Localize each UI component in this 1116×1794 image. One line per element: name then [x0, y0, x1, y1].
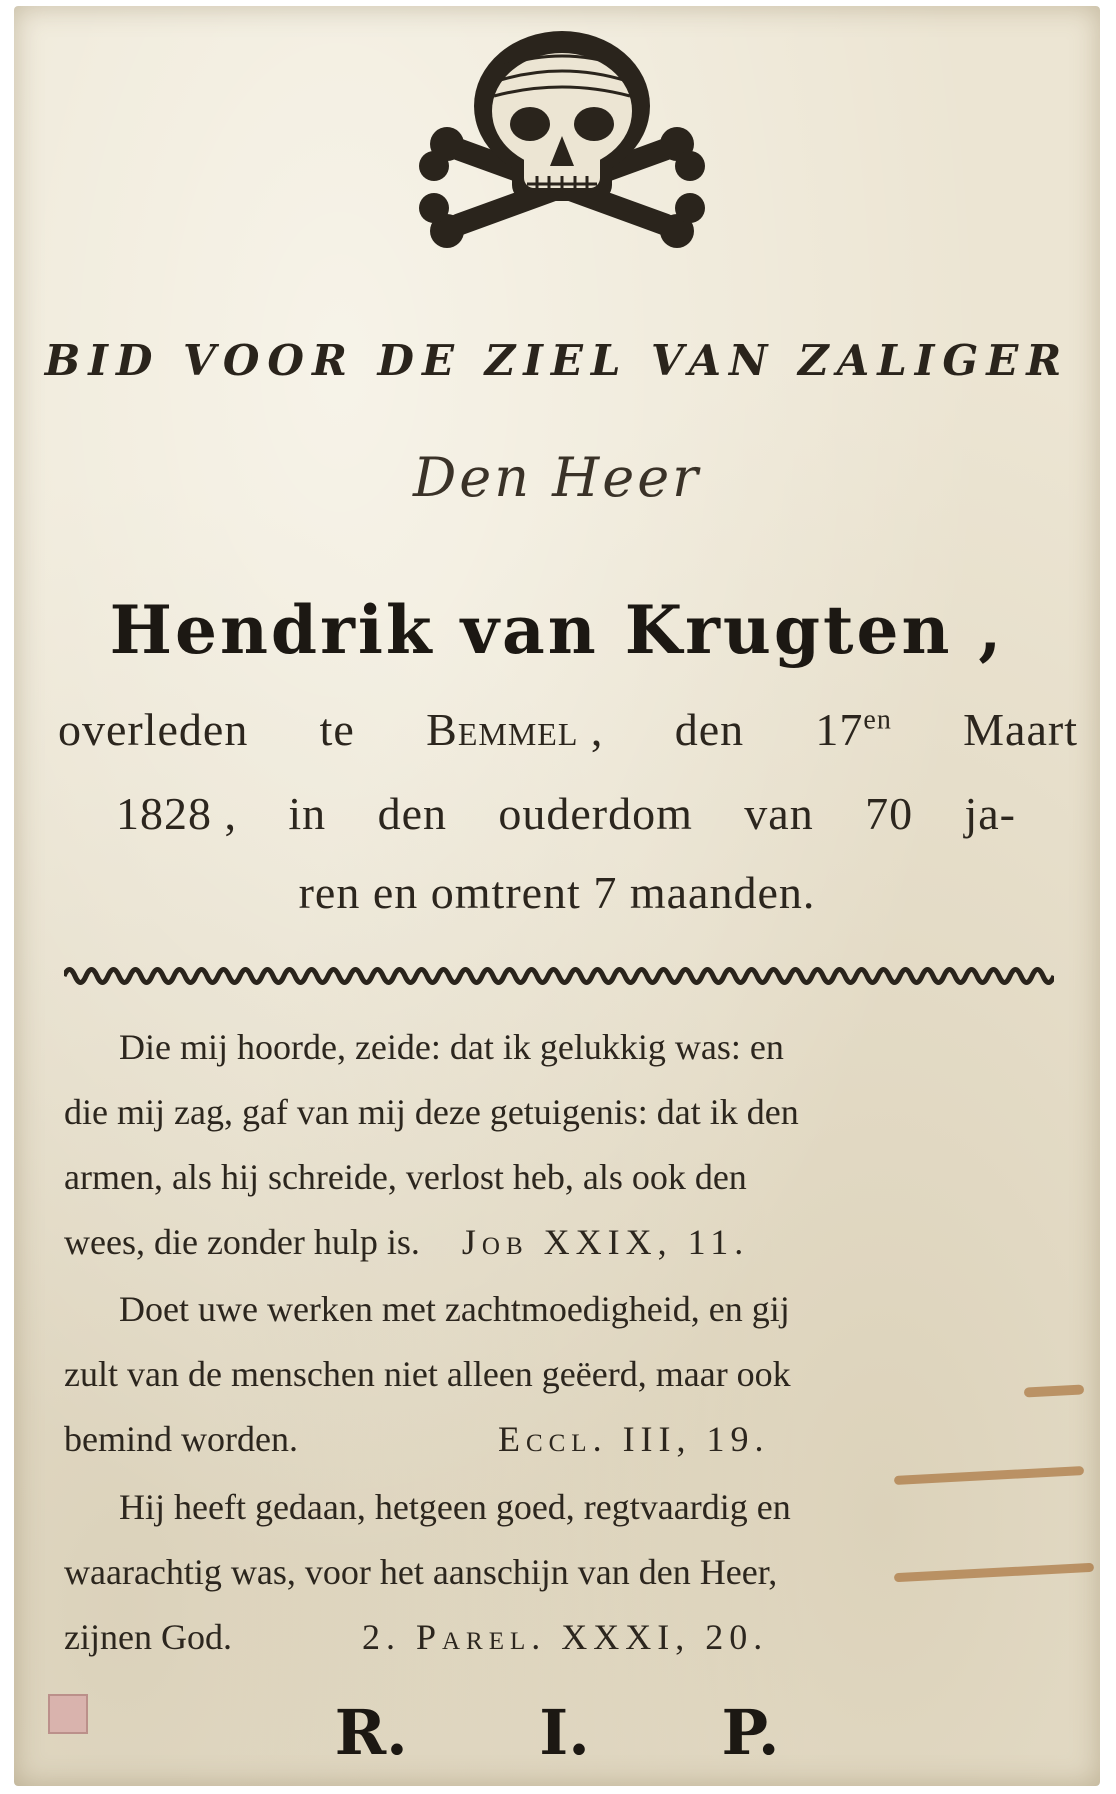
verse-3-line-1: Hij heeft gedaan, hetgeen goed, regtvaardig en [119, 1487, 791, 1527]
deceased-name: Hendrik van Krugten , [109, 591, 1005, 669]
bio-line-2 [116, 787, 1016, 840]
wave-divider [64, 961, 1054, 991]
verse-1-line-1: Die mij hoorde, zeide: dat ik gelukkig was: en [119, 1027, 784, 1067]
rip-letter: P. [721, 1696, 780, 1769]
verse-text: bemind worden. [64, 1419, 298, 1459]
verse-2-line-3 [64, 1418, 1084, 1460]
verse-1-line-4 [64, 1221, 1084, 1263]
verse-text: wees, die zonder hulp is. [64, 1222, 420, 1262]
verse-2-reference: Eccl. III, 19. [497, 1419, 770, 1459]
age-years: 70 [865, 788, 914, 839]
verse-3-reference: 2. Parel. XXXI, 20. [361, 1617, 769, 1657]
rip-letter: R. [334, 1696, 408, 1769]
rip-letter: I. [539, 1696, 590, 1769]
verse-1-reference: Job XXIX, 11. [461, 1222, 750, 1262]
verse-1-line-3: armen, als hij schreide, verlost heb, als ook den [64, 1157, 747, 1197]
verse-1-line-2: die mij zag, gaf van mij deze getuigenis: dat ik den [64, 1092, 799, 1132]
bio-word: in [288, 788, 327, 839]
death-month: Maart [963, 704, 1078, 755]
bio-word: den [674, 704, 745, 755]
bio-word: van [744, 788, 814, 839]
title-den-heer: Den Heer [412, 446, 701, 509]
archive-stamp-icon [48, 1694, 88, 1734]
verse-text: zijnen God. [64, 1617, 232, 1657]
verse-2-line-2: zult van de menschen niet alleen geëerd, maar ook [64, 1354, 791, 1394]
bio-line-1 [58, 703, 1078, 756]
verse-3-line-3 [64, 1616, 1084, 1658]
death-year: 1828 , [116, 788, 237, 839]
verse-3-line-2: waarachtig was, voor het aanschijn van den Heer, [64, 1552, 778, 1592]
bio-word: den [377, 788, 447, 839]
header-text: BID VOOR DE ZIEL VAN ZALIGER [44, 336, 1070, 385]
memorial-card [14, 6, 1100, 1786]
verse-2-line-1: Doet uwe werken met zachtmoedigheid, en gij [119, 1289, 790, 1329]
bio-word: ouderdom [498, 788, 693, 839]
death-day: $17^{en}$ [815, 704, 892, 755]
place-name: Bemmel , [426, 704, 604, 755]
bio-word: te [319, 704, 355, 755]
ink-stain [894, 1466, 1084, 1485]
bio-word: overleden [58, 704, 249, 755]
rip-closing [14, 1696, 1100, 1769]
ink-stain [1024, 1384, 1084, 1397]
bio-line-3: ren en omtrent 7 maanden. [298, 867, 816, 918]
skull-and-crossbones-icon [412, 26, 712, 281]
bio-word: ja- [964, 788, 1016, 839]
